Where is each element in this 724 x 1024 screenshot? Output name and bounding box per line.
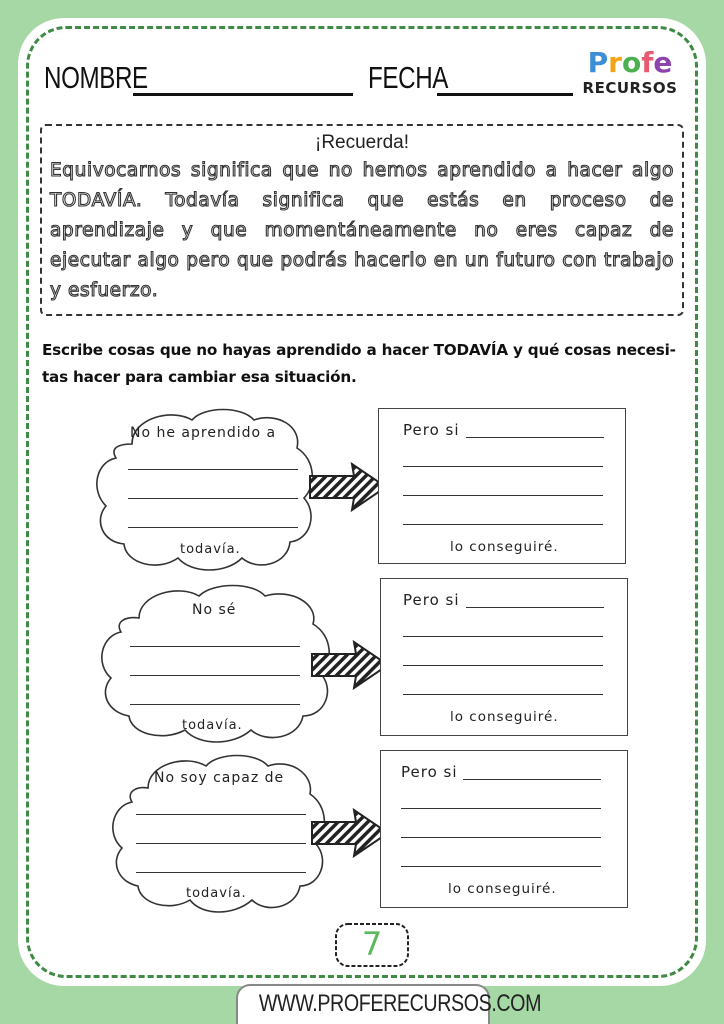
writing-line[interactable] <box>466 437 604 438</box>
logo-word-profe <box>582 46 678 79</box>
writing-line[interactable] <box>130 675 300 676</box>
logo-letter: f <box>641 46 654 79</box>
striped-arrow-icon <box>308 462 388 512</box>
cloud-footer: todavía. <box>180 542 241 557</box>
writing-line[interactable] <box>136 814 306 815</box>
striped-arrow-icon <box>310 640 390 690</box>
logo-letter: P <box>587 46 609 79</box>
writing-line[interactable] <box>403 495 603 496</box>
writing-line[interactable] <box>403 524 603 525</box>
writing-line[interactable] <box>403 694 603 695</box>
date-label: FECHA <box>368 60 449 95</box>
writing-line[interactable] <box>403 665 603 666</box>
writing-line[interactable] <box>403 466 603 467</box>
writing-line[interactable] <box>401 808 601 809</box>
instruction <box>42 337 692 391</box>
cloud-heading: No he aprendido a <box>130 425 277 441</box>
logo-letter: e <box>653 46 673 79</box>
writing-line[interactable] <box>130 646 300 647</box>
answer-box-heading: Pero si <box>403 421 460 439</box>
writing-line[interactable] <box>463 779 601 780</box>
writing-line[interactable] <box>136 872 306 873</box>
cloud-heading: No sé <box>192 602 237 618</box>
writing-line[interactable] <box>128 498 298 499</box>
date-field-line[interactable] <box>437 93 573 96</box>
footer-url[interactable]: WWW.PROFERECURSOS.COM <box>258 990 542 1017</box>
logo-word-recursos: RECURSOS <box>582 79 678 97</box>
writing-line[interactable] <box>128 469 298 470</box>
logo-letter: o <box>621 46 642 79</box>
answer-box-footer: lo conseguiré. <box>448 881 557 897</box>
writing-line[interactable] <box>128 527 298 528</box>
writing-line[interactable] <box>403 636 603 637</box>
logo-letter: r <box>608 46 622 79</box>
cloud-footer: todavía. <box>182 718 243 733</box>
profe-recursos-logo <box>582 46 678 102</box>
writing-line[interactable] <box>401 837 601 838</box>
remember-title: ¡Recuerda! <box>315 132 409 153</box>
name-field-line[interactable] <box>133 93 353 96</box>
writing-line[interactable] <box>130 704 300 705</box>
instruction-line: Escribe cosas que no hayas aprendido a hacer TODAVÍA y qué cosas necesi- <box>42 341 676 359</box>
cloud-heading: No soy capaz de <box>154 770 285 786</box>
writing-line[interactable] <box>466 607 604 608</box>
remember-text: Equivocarnos significa que no hemos aprendido a hacer algo TODAVÍA. Todavía significa que estás en proceso de aprendizaje y que momentáneamente no eres capaz de ejecutar algo pero que podrás hacerlo en un futuro con trabajo y esfuerzo. <box>50 160 674 301</box>
writing-line[interactable] <box>401 866 601 867</box>
striped-arrow-icon <box>310 808 390 858</box>
answer-box-heading: Pero si <box>403 591 460 609</box>
instruction-line: tas hacer para cambiar esa situación. <box>42 368 357 386</box>
answer-box-footer: lo conseguiré. <box>450 709 559 725</box>
answer-box-heading: Pero si <box>401 763 458 781</box>
name-label: NOMBRE <box>44 60 148 95</box>
answer-box-footer: lo conseguiré. <box>450 539 559 555</box>
page-number: 7 <box>361 925 383 963</box>
writing-line[interactable] <box>136 843 306 844</box>
cloud-footer: todavía. <box>186 886 247 901</box>
